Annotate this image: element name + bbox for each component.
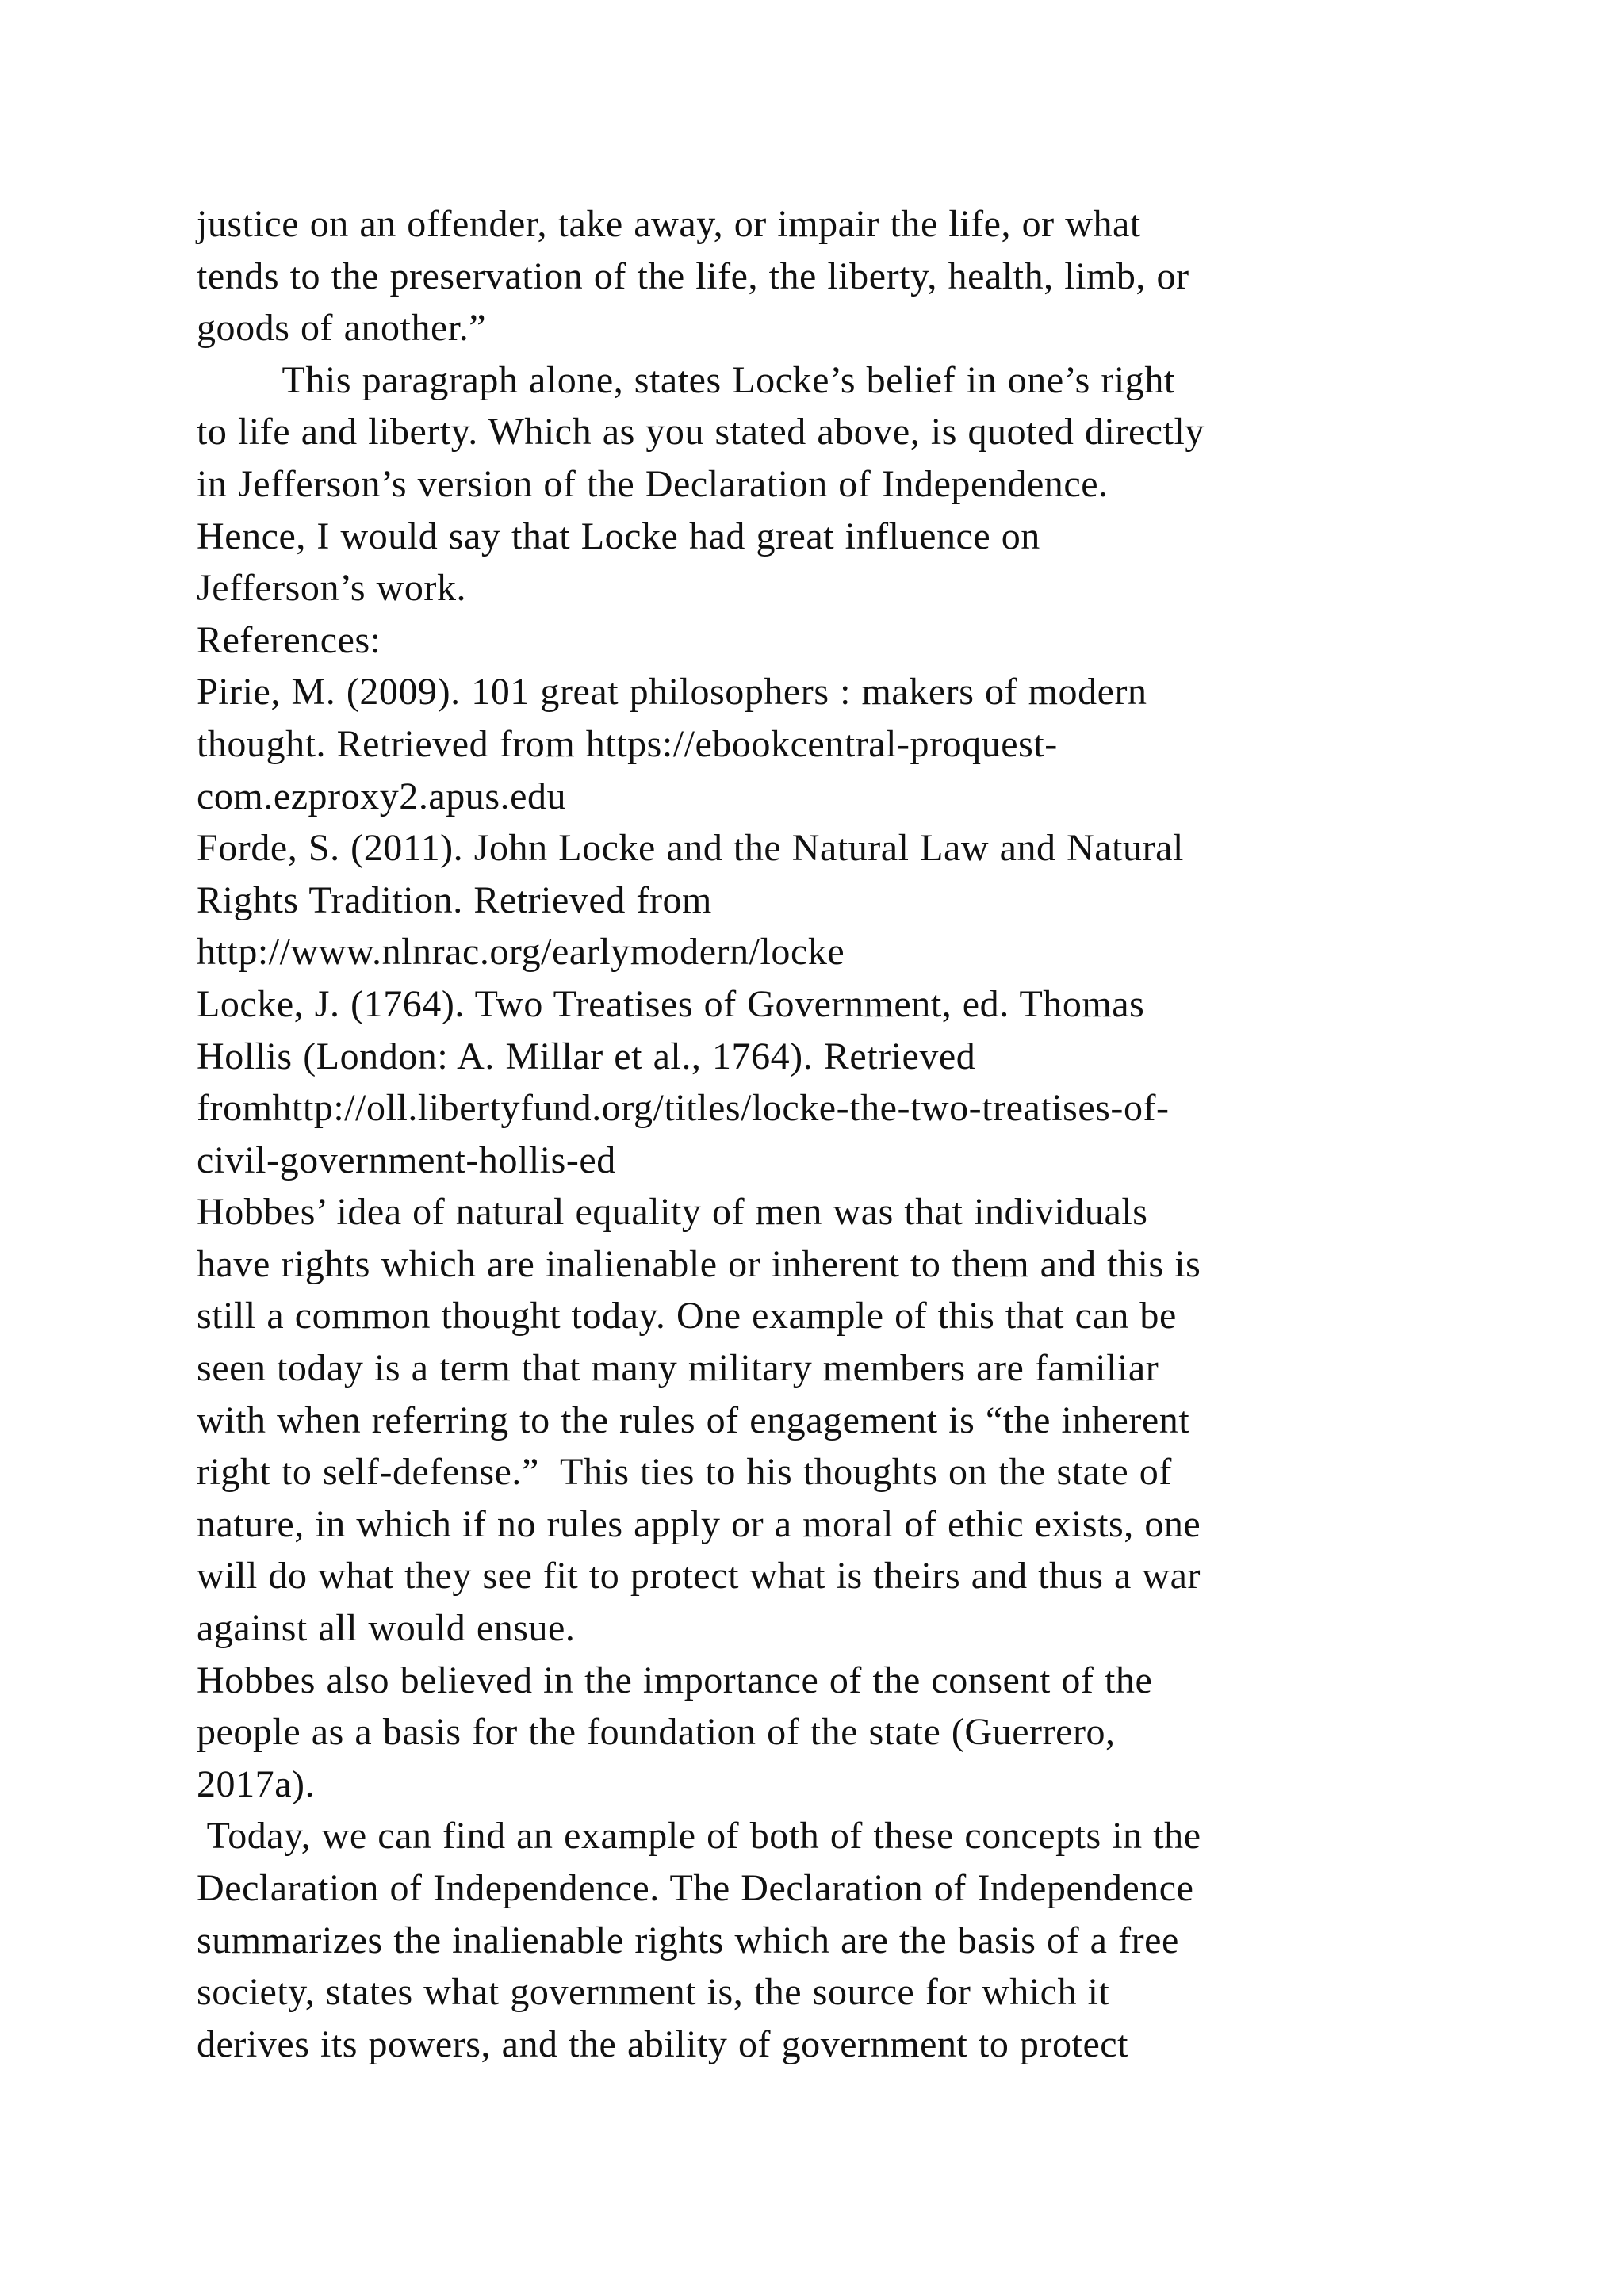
text-line: 2017a). [197, 1762, 316, 1805]
text-line: tends to the preservation of the life, the liberty, health, limb, or [197, 254, 1189, 297]
reference-line: fromhttp://oll.libertyfund.org/titles/locke-the-two-treatises-of- [197, 1087, 1170, 1130]
text-line: Hobbes also believed in the importance of the consent of the [197, 1659, 1153, 1701]
text-line: summarizes the inalienable rights which are the basis of a free [197, 1919, 1179, 1961]
reference-line: Hollis (London: A. Millar et al., 1764). Retrieved [197, 1035, 976, 1077]
text-line: right to self-defense.” This ties to his thoughts on the state of [197, 1451, 1172, 1494]
text-line: still a common thought today. One example of this that can be [197, 1295, 1177, 1337]
reference-line: http://www.nlnrac.org/earlymodern/locke [197, 931, 845, 974]
text-line: society, states what government is, the source for which it [197, 1971, 1110, 2014]
reference-line: com.ezproxy2.apus.edu [197, 775, 567, 817]
reference-line: civil-government-hollis-ed [197, 1138, 616, 1181]
text-line: in Jefferson’s version of the Declaration of Independence. [197, 462, 1109, 505]
reference-line: Locke, J. (1764). Two Treatises of Government, ed. Thomas [197, 982, 1145, 1025]
text-line: goods of another.” [197, 307, 487, 350]
reference-line: thought. Retrieved from https://ebookcentral-proquest- [197, 722, 1058, 765]
text-line: people as a basis for the foundation of the state (Guerrero, [197, 1711, 1116, 1754]
text-line: Jefferson’s work. [197, 567, 467, 610]
text-line: Hobbes’ idea of natural equality of men was that individuals [197, 1191, 1148, 1234]
references-heading: References: [197, 618, 381, 661]
text-line: with when referring to the rules of engagement is “the inherent [197, 1399, 1190, 1441]
reference-line: Pirie, M. (2009). 101 great philosophers : makers of modern [197, 671, 1147, 714]
reference-line: Forde, S. (2011). John Locke and the Natural Law and Natural [197, 827, 1184, 870]
text-line: against all would ensue. [197, 1607, 576, 1650]
text-line: have rights which are inalienable or inherent to them and this is [197, 1242, 1201, 1285]
document-text [197, 198, 1465, 2070]
text-line: This paragraph alone, states Locke’s belief in one’s right [197, 358, 1175, 401]
text-line: Hence, I would say that Locke had great influence on [197, 515, 1040, 557]
reference-line: Rights Tradition. Retrieved from [197, 878, 712, 921]
text-line: to life and liberty. Which as you stated above, is quoted directly [197, 411, 1205, 453]
text-line: will do what they see fit to protect what is theirs and thus a war [197, 1555, 1201, 1598]
text-line: Today, we can find an example of both of these concepts in the [197, 1815, 1201, 1858]
text-line: justice on an offender, take away, or impair the life, or what [197, 203, 1141, 245]
text-line: nature, in which if no rules apply or a moral of ethic exists, one [197, 1502, 1201, 1545]
text-line: seen today is a term that many military members are familiar [197, 1347, 1159, 1390]
text-line: derives its powers, and the ability of government to protect [197, 2022, 1129, 2065]
text-line: Declaration of Independence. The Declaration of Independence [197, 1867, 1194, 1909]
